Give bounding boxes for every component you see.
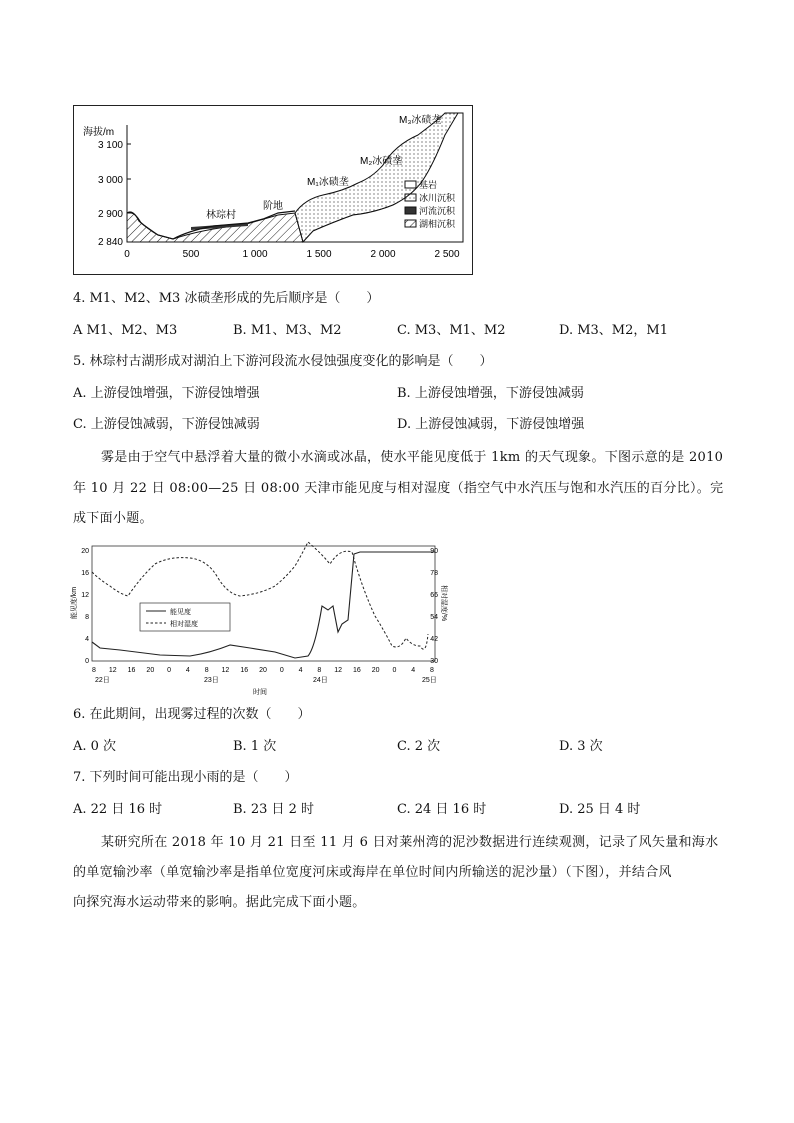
q6-option-a[interactable]: A. 0 次 (73, 739, 117, 754)
legend-swatch-bedrock (405, 181, 416, 188)
x-tick: 20 (259, 667, 267, 674)
y-right-title: 相对湿度/% (440, 584, 447, 622)
glacier-profile-svg (73, 105, 473, 275)
question-7-stem: 7. 下列时间可能出现小雨的是（ ） (73, 770, 298, 785)
day-label: 25日 (422, 677, 437, 684)
legend-label: 冰川沉积 (419, 193, 456, 203)
q7-option-d[interactable]: D. 25 日 4 时 (559, 802, 641, 817)
y-left-title: 能见度/km (71, 586, 78, 620)
x-tick: 500 (182, 249, 200, 260)
y-left-tick: 16 (81, 570, 89, 577)
day-label: 22日 (95, 677, 110, 684)
figure-visibility-humidity (70, 538, 446, 698)
x-tick: 0 (124, 249, 130, 260)
figure-glacier-profile (73, 105, 473, 275)
y-left-tick: 0 (85, 658, 89, 665)
q5-option-a[interactable]: A. 上游侵蚀增强，下游侵蚀增强 (73, 386, 260, 401)
x-tick: 4 (411, 667, 416, 674)
y-left-tick: 8 (85, 614, 89, 621)
q6-option-c[interactable]: C. 2 次 (397, 739, 441, 754)
y-right-tick: 42 (430, 636, 438, 643)
x-tick: 8 (92, 667, 96, 674)
legend-swatch-glacial (405, 194, 416, 201)
terrace-label: 阶地 (263, 201, 283, 212)
q5-option-b[interactable]: B. 上游侵蚀增强，下游侵蚀减弱 (397, 386, 584, 401)
y-right-tick: 66 (430, 592, 438, 599)
q6-option-d[interactable]: D. 3 次 (559, 739, 603, 754)
x-tick: 20 (371, 667, 380, 674)
passage-sediment-line-1: 某研究所在 2018 年 10 月 21 日至 11 月 6 日对莱州湾的泥沙数据进行连续观测，记录了风矢量和海水 (101, 835, 719, 850)
x-tick: 12 (108, 667, 117, 674)
q7-option-c[interactable]: C. 24 日 16 时 (397, 802, 487, 817)
x-tick: 0 (167, 667, 172, 674)
x-tick: 16 (352, 667, 361, 674)
day-label: 23日 (204, 677, 219, 684)
x-tick: 8 (430, 667, 434, 674)
y-right-tick: 54 (430, 614, 438, 621)
visibility-humidity-svg (70, 538, 446, 698)
legend-label: 相对湿度 (170, 621, 198, 628)
passage-sediment-line-3: 向探究海水运动带来的影响。据此完成下面小题。 (73, 895, 366, 910)
x-tick: 12 (334, 667, 343, 674)
y-right-tick: 78 (430, 570, 438, 577)
x-tick: 20 (146, 667, 155, 674)
y-left-tick: 12 (81, 592, 89, 599)
q4-option-d[interactable]: D. M3、M2，M1 (559, 323, 668, 338)
x-tick: 12 (221, 667, 230, 674)
question-5-stem: 5. 林琮村古湖形成对湖泊上下游河段流水侵蚀强度变化的影响是（ ） (73, 354, 493, 369)
legend-swatch-river (405, 207, 416, 214)
legend-label: 基岩 (419, 180, 438, 190)
y-left-tick: 20 (81, 548, 89, 555)
legend-label: 湖相沉积 (419, 219, 456, 229)
x-ticks (92, 667, 434, 674)
q4-option-a[interactable]: A M1、M2、M3 (73, 323, 178, 338)
x-tick: 16 (127, 667, 136, 674)
legend-swatch-lake (405, 220, 416, 227)
passage-fog-line-3: 成下面小题。 (73, 511, 153, 526)
passage-sediment-line-2: 的单宽输沙率（单宽输沙率是指单位宽度河床或海岸在单位时间内所输送的泥沙量）（下图），并结合风 (73, 865, 672, 880)
x-tick: 0 (279, 667, 284, 674)
passage-fog-line-2: 年 10 月 22 日 08:00—25 日 08:00 天津市能见度与相对湿度（指空气中水汽压与饱和水汽压的百分比）。完 (73, 481, 724, 496)
y-tick: 3 000 (97, 175, 123, 186)
y-axis-title: 海拔/m (83, 127, 115, 138)
day-label: 24日 (313, 677, 328, 684)
legend-label: 能见度 (170, 609, 191, 616)
x-tick: 16 (240, 667, 249, 674)
x-tick: 4 (298, 667, 303, 674)
question-6-stem: 6. 在此期间，出现雾过程的次数（ ） (73, 707, 311, 722)
x-tick: 2 500 (434, 249, 460, 260)
x-tick: 4 (185, 667, 190, 674)
q5-option-c[interactable]: C. 上游侵蚀减弱，下游侵蚀减弱 (73, 417, 260, 432)
q7-option-a[interactable]: A. 22 日 16 时 (73, 802, 163, 817)
q7-option-b[interactable]: B. 23 日 2 时 (233, 802, 315, 817)
q5-option-d[interactable]: D. 上游侵蚀减弱，下游侵蚀增强 (397, 417, 585, 432)
x-axis-title: 时间 (253, 689, 267, 696)
x-tick: 8 (317, 667, 322, 674)
y-tick: 2 900 (97, 209, 123, 220)
m1-moraine-label: M₁冰碛垄 (307, 177, 349, 188)
y-left-tick: 4 (85, 636, 89, 643)
q4-option-b[interactable]: B. M1、M3、M2 (233, 323, 342, 338)
q6-option-b[interactable]: B. 1 次 (233, 739, 277, 754)
y-tick: 2 840 (97, 237, 123, 248)
x-tick: 1 000 (242, 249, 268, 260)
legend-label: 河流沉积 (419, 206, 456, 216)
x-tick: 8 (204, 667, 209, 674)
x-tick: 0 (392, 667, 397, 674)
y-right-tick: 90 (430, 548, 438, 555)
x-tick: 2 000 (370, 249, 396, 260)
y-left-ticks (81, 548, 89, 665)
passage-fog-line-1: 雾是由于空气中悬浮着大量的微小水滴或冰晶，使水平能见度低于 1km 的天气现象。下图示意的是 2010 (101, 450, 724, 465)
m2-moraine-label: M₂冰碛垄 (360, 156, 403, 167)
x-tick: 1 500 (306, 249, 332, 260)
m3-moraine-label: M₃冰碛垄 (399, 115, 442, 126)
q4-option-c[interactable]: C. M3、M1、M2 (397, 323, 506, 338)
y-tick: 3 100 (97, 140, 123, 151)
y-right-tick: 30 (430, 658, 438, 665)
village-label: 林琮村 (206, 210, 236, 221)
question-4-stem: 4. M1、M2、M3 冰碛垄形成的先后顺序是（ ） (73, 291, 380, 306)
